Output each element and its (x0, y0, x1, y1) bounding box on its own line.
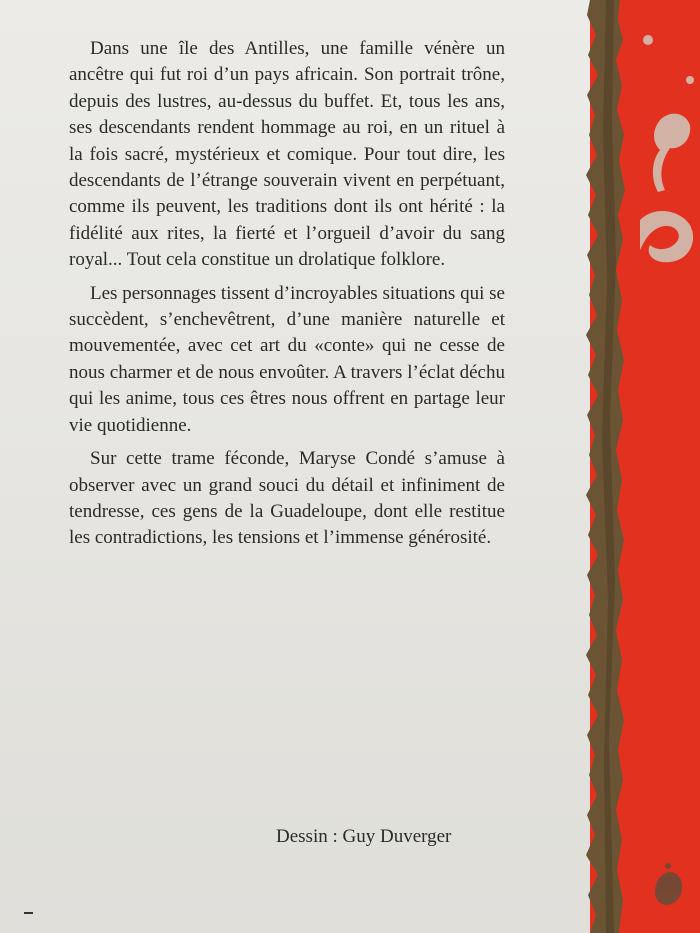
summary-paragraph-1: Dans une île des Antilles, une famille vénère un ancêtre qui fut roi d’un pays africain. Son portrait trône, depuis des lustres, au-dessus du buffet. Et, tous les ans, ses descendants rendent hommage au roi, en un rituel à la fois sacré, mystérieux et comique. Pour tout dire, les descendants de l’étrange souverain vivent en perpétuant, comme ils peuvent, les traditions dont ils ont hérité : la fidélité aux rites, la fierté et l’orgueil d’avoir du sang royal... Tout cela constitue un drolatique folklore. (69, 38, 505, 271)
summary-text (69, 36, 505, 559)
margin-mark (24, 912, 33, 914)
decorative-cover-border (540, 0, 700, 933)
illustration-dot-1 (643, 35, 653, 45)
illustration-dot-2 (686, 76, 694, 84)
illustration-dot-3 (665, 863, 671, 869)
summary-paragraph-3: Sur cette trame féconde, Maryse Condé s’amuse à observer avec un grand souci du détail et infiniment de tendresse, ces gens de la Guadeloupe, dont elle restitue les contradictions, les tensions et l’immense générosité. (69, 448, 505, 549)
summary-paragraph-2: Les personnages tissent d’incroyables situations qui se succèdent, s’enchevêtrent, d’une manière naturelle et mouvementée, avec cet art du «conte» qui ne cesse de nous charmer et de nous envoûter. A travers l’éclat déchu qui les anime, tous ces êtres nous offrent en partage leur vie quotidienne. (69, 282, 505, 436)
illustration-credit: Dessin : Guy Duverger (276, 826, 452, 847)
